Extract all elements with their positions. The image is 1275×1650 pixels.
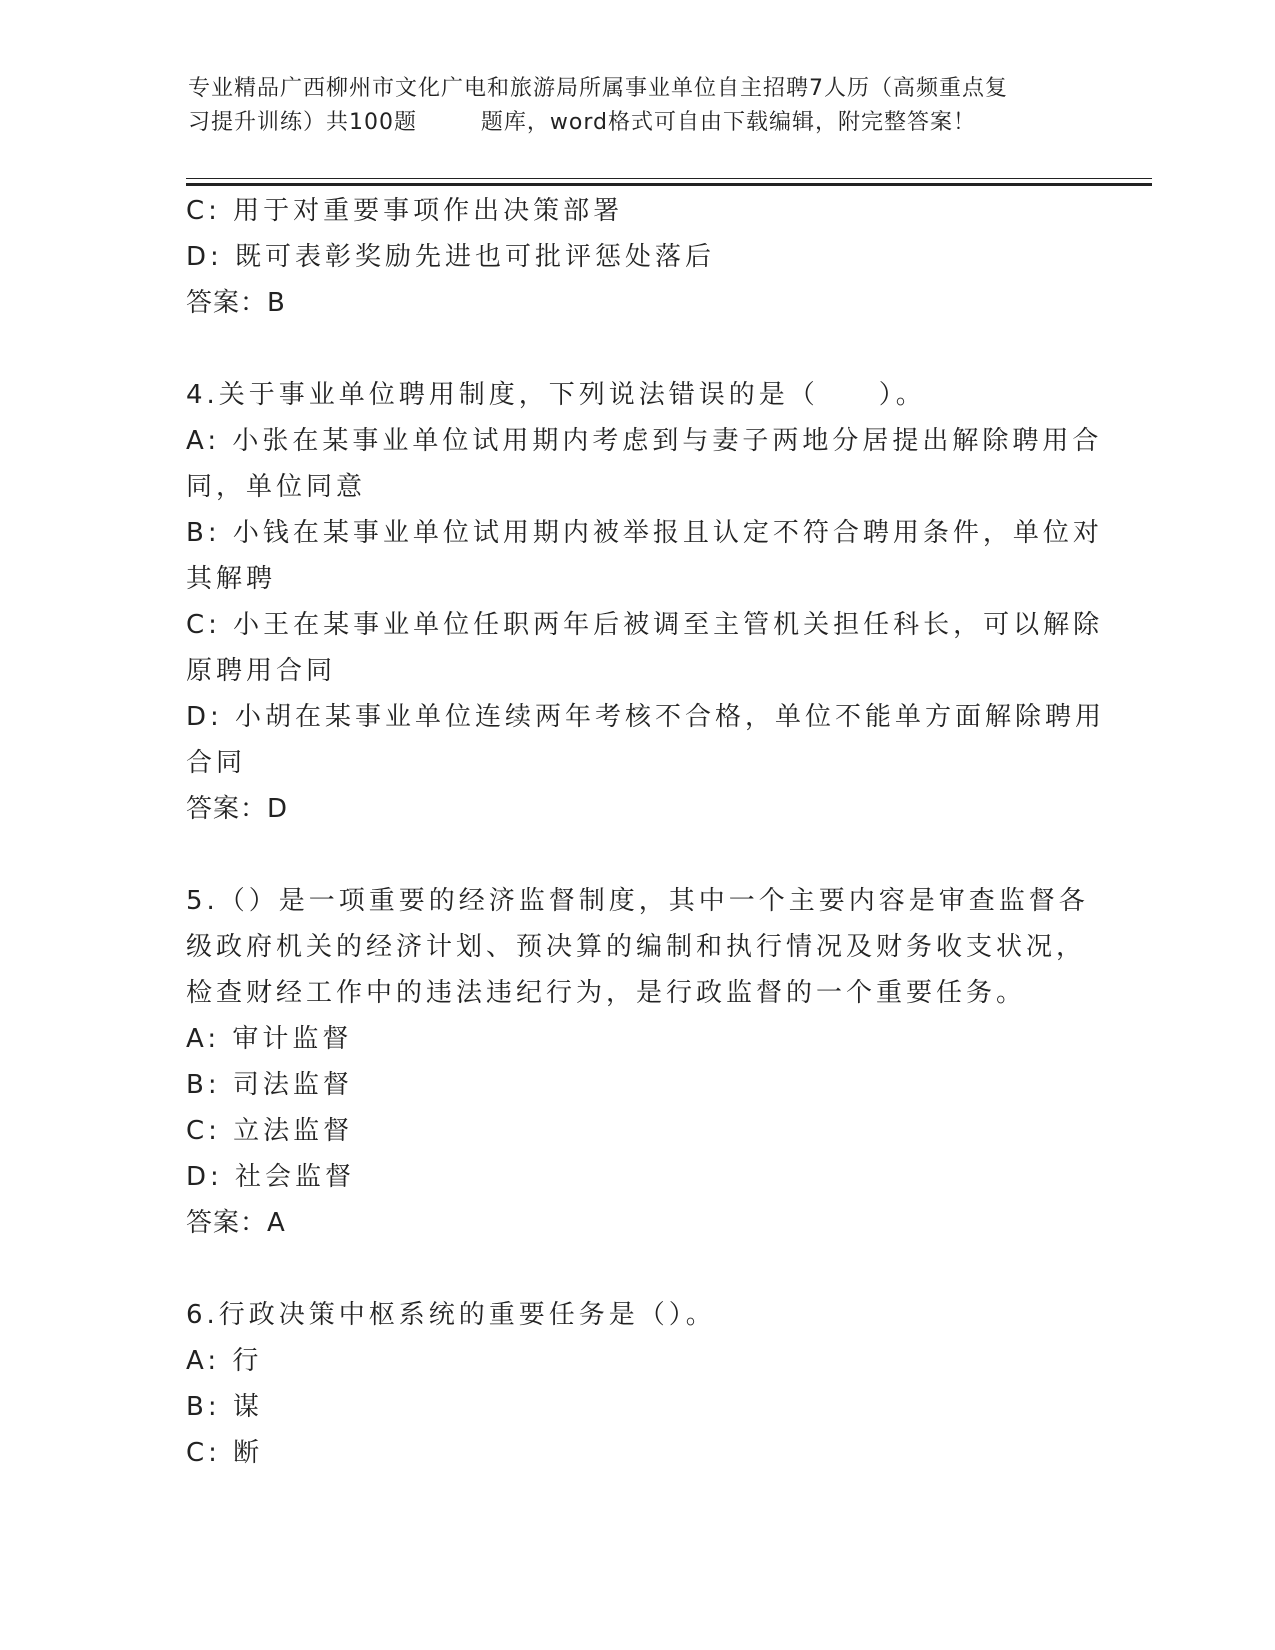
q4-answer: 答案：D xyxy=(186,794,289,824)
question-4 xyxy=(186,372,1106,832)
q4-stem: 4.关于事业单位聘用制度，下列说法错误的是（ ）。 xyxy=(186,380,926,410)
spacer xyxy=(186,326,1086,372)
q3-answer: 答案：B xyxy=(186,288,286,318)
q3-option-d: D: 既可表彰奖励先进也可批评惩处落后 xyxy=(186,242,716,272)
q5-option-d: D: 社会监督 xyxy=(186,1162,356,1192)
q4-option-a-line-2: 同，单位同意 xyxy=(186,472,367,502)
document-header xyxy=(188,72,1088,140)
q6-option-c: C: 断 xyxy=(186,1438,264,1468)
spacer xyxy=(186,1246,1086,1292)
q4-option-c-line-1: C: 小王在某事业单位任职两年后被调至主管机关担任科长，可以解除 xyxy=(186,610,1104,640)
q4-option-c-line-2: 原聘用合同 xyxy=(186,656,337,686)
q6-stem: 6.行政决策中枢系统的重要任务是（）。 xyxy=(186,1300,716,1330)
q4-option-b-line-2: 其解聘 xyxy=(186,564,277,594)
q5-option-a: A: 审计监督 xyxy=(186,1024,353,1054)
spacer xyxy=(186,832,1086,878)
header-divider-thick xyxy=(186,183,1152,186)
question-5 xyxy=(186,878,1089,1246)
document-body xyxy=(186,188,1106,1476)
header-line-1: 专业精品广西柳州市文化广电和旅游局所属事业单位自主招聘7人历（高频重点复 xyxy=(188,76,1008,101)
q5-option-b: B: 司法监督 xyxy=(186,1070,353,1100)
q6-option-b: B: 谋 xyxy=(186,1392,263,1422)
q5-stem-line-1: 5.（）是一项重要的经济监督制度，其中一个主要内容是审查监督各 xyxy=(186,886,1089,916)
q6-option-a: A: 行 xyxy=(186,1346,263,1376)
header-line-2: 习提升训练）共100题 题库，word格式可自由下载编辑，附完整答案！ xyxy=(188,110,977,135)
question-3-tail xyxy=(186,188,1086,326)
q4-option-a-line-1: A: 小张在某事业单位试用期内考虑到与妻子两地分居提出解除聘用合 xyxy=(186,426,1103,456)
q4-option-d-line-1: D: 小胡在某事业单位连续两年考核不合格，单位不能单方面解除聘用 xyxy=(186,702,1106,732)
q5-option-c: C: 立法监督 xyxy=(186,1116,354,1146)
q5-stem-line-2: 级政府机关的经济计划、预决算的编制和执行情况及财务收支状况， xyxy=(186,932,1087,962)
q4-option-b-line-1: B: 小钱在某事业单位试用期内被举报且认定不符合聘用条件，单位对 xyxy=(186,518,1103,548)
question-6 xyxy=(186,1292,1086,1476)
header-divider-thin xyxy=(186,178,1152,179)
q3-option-c: C: 用于对重要事项作出决策部署 xyxy=(186,196,624,226)
q5-stem-line-3: 检查财经工作中的违法违纪行为，是行政监督的一个重要任务。 xyxy=(186,978,1027,1008)
q4-option-d-line-2: 合同 xyxy=(186,748,247,778)
q5-answer: 答案：A xyxy=(186,1208,286,1238)
